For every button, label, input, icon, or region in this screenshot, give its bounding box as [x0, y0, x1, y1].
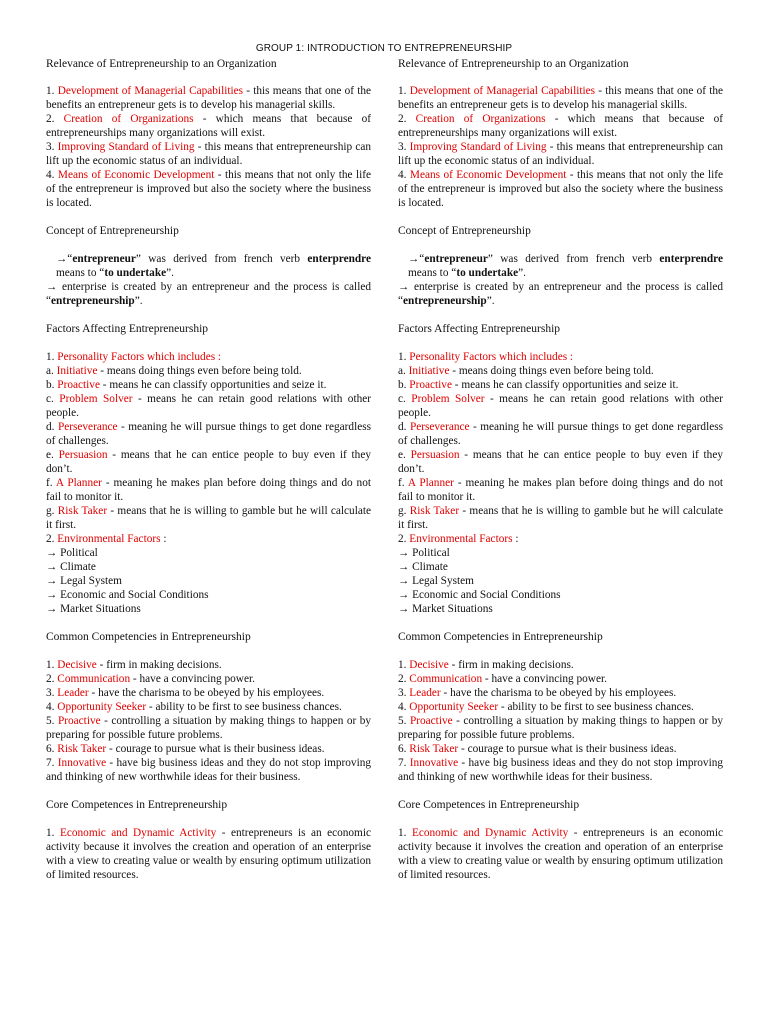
- item-term: Decisive: [57, 659, 97, 671]
- item-number: 1.: [46, 659, 58, 671]
- list-item: [46, 658, 371, 672]
- item-number: g.: [46, 505, 58, 517]
- list-item: → Economic and Social Conditions: [398, 589, 561, 601]
- item-description: - meaning he will pursue things to get done regardless of challenges.: [46, 421, 372, 447]
- item-description: - have the charisma to be obeyed by his employees.: [88, 687, 325, 699]
- list-item: [398, 364, 723, 378]
- item-number: 5.: [46, 715, 58, 727]
- environmental-list: [46, 546, 371, 616]
- item-term: Persuasion: [58, 449, 108, 461]
- item-description: - meaning he will pursue things to get done regardless of challenges.: [398, 421, 724, 447]
- item-description: - means that he can entice people to buy even if they don’t.: [46, 449, 371, 475]
- list-item: [46, 378, 371, 392]
- item-number: b.: [46, 379, 58, 391]
- item-term: A Planner: [407, 477, 454, 489]
- environmental-heading: 2. Environmental Factors :: [398, 533, 519, 545]
- item-term: Persuasion: [410, 449, 460, 461]
- item-description: - ability to be first to see business chances.: [498, 701, 694, 713]
- list-item: → Legal System: [398, 575, 474, 587]
- relevance-title: Relevance of Entrepreneurship to an Organization: [46, 58, 277, 70]
- list-item: [398, 658, 723, 672]
- item-number: b.: [398, 379, 410, 391]
- item-description: - controlling a situation by making things to happen or by preparing for possible future problems.: [398, 715, 724, 741]
- item-description: - this means that not only the life of the entrepreneur is improved but also the society where the business is located.: [46, 169, 371, 209]
- item-term: Creation of Organizations: [415, 113, 546, 125]
- item-number: 3.: [46, 687, 58, 699]
- item-description: - have big business ideas and they do not stop improving and thinking of new worthwhile ideas for their business.: [46, 757, 372, 783]
- personality-heading: 1. Personality Factors which includes :: [46, 351, 222, 363]
- item-description: - which means that because of entrepreneurships many organizations will exist.: [46, 113, 372, 139]
- item-term: A Planner: [55, 477, 102, 489]
- item-description: - meaning he makes plan before doing things and do not fail to monitor it.: [398, 477, 723, 503]
- common-competencies-title: Common Competencies in Entrepreneurship: [46, 631, 251, 643]
- item-term: Means of Economic Development: [409, 169, 567, 181]
- item-number: 2.: [398, 113, 416, 125]
- item-number: 4.: [46, 701, 58, 713]
- list-item: [46, 112, 371, 140]
- item-description: - means doing things even before being told.: [97, 365, 302, 377]
- list-item: [398, 700, 723, 714]
- list-item: [398, 84, 723, 112]
- item-term: Proactive: [57, 379, 100, 391]
- item-term: Risk Taker: [57, 743, 107, 755]
- item-number: f.: [398, 477, 408, 489]
- list-item: [46, 686, 371, 700]
- common-competencies-list: [46, 658, 371, 784]
- list-item: [398, 826, 723, 882]
- item-term: Innovative: [57, 757, 107, 769]
- concept-paragraph-1: →“entrepreneur” was derived from french verb enterprendre means to “to undertake”.: [408, 253, 723, 279]
- item-description: - firm in making decisions.: [96, 659, 222, 671]
- item-term: Development of Managerial Capabilities: [409, 85, 596, 97]
- item-term: Perseverance: [409, 421, 470, 433]
- item-description: - firm in making decisions.: [448, 659, 574, 671]
- item-term: Opportunity Seeker: [57, 701, 147, 713]
- item-description: - courage to pursue what is their business ideas.: [106, 743, 325, 755]
- item-number: e.: [398, 449, 411, 461]
- item-number: 3.: [398, 141, 410, 153]
- item-number: 6.: [398, 743, 410, 755]
- item-number: 4.: [46, 169, 58, 181]
- concept-title: Concept of Entrepreneurship: [46, 225, 179, 237]
- list-item: [46, 392, 371, 420]
- item-term: Risk Taker: [409, 505, 460, 517]
- list-item: [398, 504, 723, 532]
- item-number: 2.: [46, 673, 58, 685]
- list-item: [46, 84, 371, 112]
- item-term: Leader: [409, 687, 441, 699]
- item-number: d.: [46, 421, 58, 433]
- list-item: → Political: [398, 547, 450, 559]
- list-item: [398, 756, 723, 784]
- list-item: [398, 168, 723, 210]
- concept-paragraph-2: → enterprise is created by an entrepreneur and the process is called “entrepreneurship”.: [46, 281, 371, 307]
- list-item: → Climate: [46, 561, 96, 573]
- list-item: [398, 448, 723, 476]
- personality-heading: 1. Personality Factors which includes :: [398, 351, 574, 363]
- list-item: [46, 504, 371, 532]
- right-column: [398, 57, 723, 882]
- list-item: [46, 364, 371, 378]
- list-item: [46, 742, 371, 756]
- item-number: 4.: [398, 169, 410, 181]
- item-term: Initiative: [56, 365, 98, 377]
- item-description: - entrepreneurs is an economic activity because it involves the creation and operation of an enterprise with a view to creating value or wealth by ensuring optimum utilization of limited resources.: [46, 827, 371, 881]
- item-description: - have a convincing power.: [130, 673, 255, 685]
- item-number: a.: [398, 365, 409, 377]
- environmental-list: [398, 546, 723, 616]
- item-description: - means that he is willing to gamble but he will calculate it first.: [398, 505, 723, 531]
- list-item: [46, 714, 371, 742]
- list-item: [46, 826, 371, 882]
- item-term: Proactive: [409, 715, 453, 727]
- concept-paragraph-2: → enterprise is created by an entrepreneur and the process is called “entrepreneurship”.: [398, 281, 723, 307]
- item-description: - controlling a situation by making things to happen or by preparing for possible future problems.: [46, 715, 372, 741]
- item-number: 1.: [398, 659, 410, 671]
- item-term: Means of Economic Development: [57, 169, 215, 181]
- core-competences-list: [398, 826, 723, 882]
- item-term: Risk Taker: [409, 743, 459, 755]
- item-number: 4.: [398, 701, 410, 713]
- personality-list: [398, 364, 723, 532]
- item-description: - means he can retain good relations with other people.: [46, 393, 372, 419]
- core-competences-title: Core Competences in Entrepreneurship: [398, 799, 580, 811]
- item-term: Decisive: [409, 659, 449, 671]
- list-item: [46, 420, 371, 448]
- item-description: - this means that not only the life of the entrepreneur is improved but also the society where the business is located.: [398, 169, 723, 209]
- item-term: Problem Solver: [59, 393, 133, 405]
- item-description: - means he can classify opportunities and seize it.: [99, 379, 327, 391]
- common-competencies-list: [398, 658, 723, 784]
- item-number: 5.: [398, 715, 410, 727]
- item-number: 7.: [398, 757, 410, 769]
- list-item: [46, 448, 371, 476]
- item-number: 1.: [46, 827, 60, 839]
- list-item: [398, 392, 723, 420]
- concept-title: Concept of Entrepreneurship: [398, 225, 531, 237]
- list-item: [398, 742, 723, 756]
- list-item: [398, 378, 723, 392]
- item-term: Communication: [57, 673, 131, 685]
- item-description: - this means that one of the benefits an entrepreneur gets is to develop his managerial skills.: [398, 85, 723, 111]
- item-description: - this means that entrepreneurship can lift up the economic status of an individual.: [398, 141, 723, 167]
- item-term: Perseverance: [57, 421, 118, 433]
- list-item: → Climate: [398, 561, 448, 573]
- list-item: → Market Situations: [398, 603, 493, 615]
- core-competences-list: [46, 826, 371, 882]
- item-number: g.: [398, 505, 410, 517]
- item-number: 3.: [46, 141, 58, 153]
- item-description: - have a convincing power.: [482, 673, 607, 685]
- list-item: [46, 168, 371, 210]
- list-item: → Political: [46, 547, 98, 559]
- item-term: Creation of Organizations: [63, 113, 194, 125]
- item-number: f.: [46, 477, 56, 489]
- item-number: 1.: [398, 85, 410, 97]
- item-term: Economic and Dynamic Activity: [411, 827, 569, 839]
- item-term: Improving Standard of Living: [409, 141, 547, 153]
- item-term: Problem Solver: [411, 393, 485, 405]
- list-item: [398, 140, 723, 168]
- relevance-list: [46, 84, 371, 210]
- item-description: - ability to be first to see business chances.: [146, 701, 342, 713]
- item-number: 3.: [398, 687, 410, 699]
- list-item: [398, 420, 723, 448]
- item-term: Improving Standard of Living: [57, 141, 195, 153]
- personality-list: [46, 364, 371, 532]
- item-term: Communication: [409, 673, 483, 685]
- item-number: c.: [398, 393, 412, 405]
- list-item: [46, 672, 371, 686]
- list-item: [46, 140, 371, 168]
- list-item: [46, 476, 371, 504]
- item-description: - means that he is willing to gamble but he will calculate it first.: [46, 505, 371, 531]
- item-description: - which means that because of entrepreneurships many organizations will exist.: [398, 113, 724, 139]
- relevance-title: Relevance of Entrepreneurship to an Organization: [398, 58, 629, 70]
- relevance-list: [398, 84, 723, 210]
- item-description: - have big business ideas and they do not stop improving and thinking of new worthwhile ideas for their business.: [398, 757, 724, 783]
- item-term: Risk Taker: [57, 505, 108, 517]
- item-description: - have the charisma to be obeyed by his employees.: [440, 687, 677, 699]
- core-competences-title: Core Competences in Entrepreneurship: [46, 799, 228, 811]
- list-item: [398, 112, 723, 140]
- item-term: Proactive: [57, 715, 101, 727]
- item-term: Opportunity Seeker: [409, 701, 499, 713]
- item-term: Innovative: [409, 757, 459, 769]
- environmental-heading: 2. Environmental Factors :: [46, 533, 167, 545]
- item-number: a.: [46, 365, 57, 377]
- item-number: 7.: [46, 757, 58, 769]
- list-item: → Market Situations: [46, 603, 141, 615]
- list-item: → Legal System: [46, 575, 122, 587]
- left-column: [46, 57, 371, 882]
- list-item: [46, 700, 371, 714]
- common-competencies-title: Common Competencies in Entrepreneurship: [398, 631, 603, 643]
- list-item: [398, 686, 723, 700]
- list-item: [398, 476, 723, 504]
- item-term: Initiative: [408, 365, 450, 377]
- list-item: [46, 756, 371, 784]
- item-description: - means he can classify opportunities and seize it.: [451, 379, 679, 391]
- list-item: → Economic and Social Conditions: [46, 589, 209, 601]
- item-description: - means doing things even before being told.: [449, 365, 654, 377]
- item-term: Development of Managerial Capabilities: [57, 85, 244, 97]
- page-header: GROUP 1: INTRODUCTION TO ENTREPRENEURSHIP: [255, 43, 513, 54]
- item-description: - meaning he makes plan before doing things and do not fail to monitor it.: [46, 477, 371, 503]
- item-description: - courage to pursue what is their business ideas.: [458, 743, 677, 755]
- item-term: Leader: [57, 687, 89, 699]
- item-number: e.: [46, 449, 59, 461]
- list-item: [398, 672, 723, 686]
- list-item: [398, 714, 723, 742]
- item-number: 6.: [46, 743, 58, 755]
- factors-title: Factors Affecting Entrepreneurship: [46, 323, 209, 335]
- concept-paragraph-1: →“entrepreneur” was derived from french verb enterprendre means to “to undertake”.: [56, 253, 371, 279]
- item-number: c.: [46, 393, 60, 405]
- factors-title: Factors Affecting Entrepreneurship: [398, 323, 561, 335]
- item-description: - means that he can entice people to buy even if they don’t.: [398, 449, 723, 475]
- item-term: Proactive: [409, 379, 452, 391]
- item-number: d.: [398, 421, 410, 433]
- item-number: 1.: [398, 827, 412, 839]
- item-number: 2.: [398, 673, 410, 685]
- item-description: - this means that one of the benefits an entrepreneur gets is to develop his managerial skills.: [46, 85, 371, 111]
- item-description: - means he can retain good relations with other people.: [398, 393, 724, 419]
- item-number: 2.: [46, 113, 64, 125]
- item-term: Economic and Dynamic Activity: [59, 827, 217, 839]
- item-number: 1.: [46, 85, 58, 97]
- item-description: - entrepreneurs is an economic activity because it involves the creation and operation of an enterprise with a view to creating value or wealth by ensuring optimum utilization of limited resources.: [398, 827, 723, 881]
- item-description: - this means that entrepreneurship can lift up the economic status of an individual.: [46, 141, 371, 167]
